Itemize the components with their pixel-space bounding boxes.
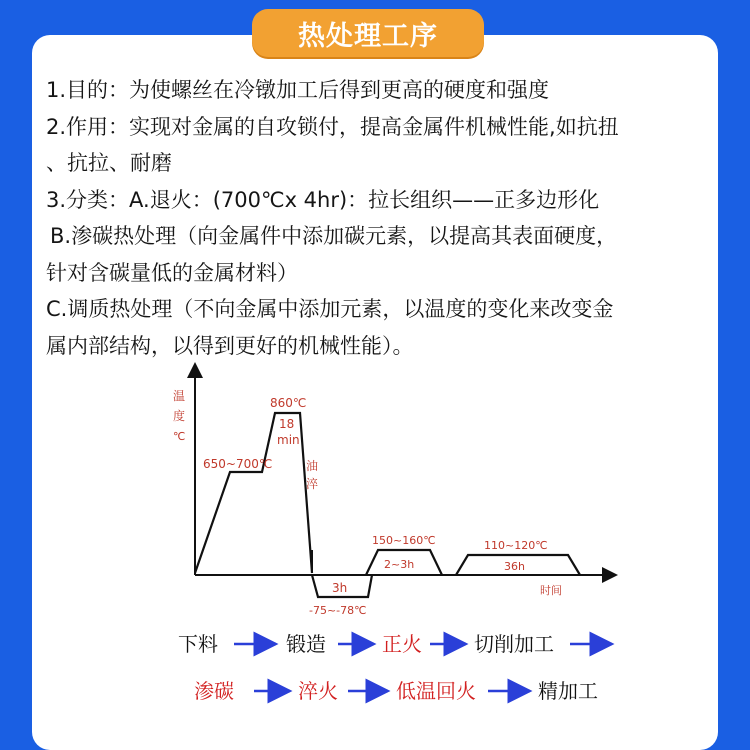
temper-time-label: 2~3h: [384, 558, 415, 571]
y-axis-label-3: ℃: [173, 430, 186, 443]
flow-step-finishing: 精加工: [538, 679, 598, 703]
flow-step-carburizing: 渗碳: [194, 679, 234, 703]
flow-step-forging: 锻造: [286, 632, 326, 656]
flow-step-blanking: 下料: [178, 632, 218, 656]
hold-time-18: 18: [279, 417, 295, 431]
flow-step-low-temp-tempering: 低温回火: [396, 679, 476, 703]
y-axis-label-1: 温: [173, 389, 186, 403]
quench-label-1: 油: [306, 459, 319, 473]
hold-time-min: min: [277, 433, 300, 447]
y-axis-label-2: 度: [173, 409, 186, 423]
page-title: 热处理工序: [252, 9, 484, 57]
quench-label-2: 淬: [306, 477, 319, 491]
temp-label-650-700: 650~700℃: [203, 457, 273, 471]
temp-label-860: 860℃: [270, 396, 307, 410]
text-line-category-b: B.渗碳热处理（向金属件中添加碳元素，以提高其表面硬度，: [50, 224, 618, 248]
aging-time-label: 36h: [504, 560, 525, 573]
flow-step-machining: 切削加工: [474, 632, 554, 656]
text-line-function-cont: 、抗拉、耐磨: [46, 151, 172, 175]
x-axis-label: 时间: [540, 584, 562, 597]
text-line-category-c: C.调质热处理（不向金属中添加元素，以温度的变化来改变金: [46, 297, 614, 321]
cold-temp-label: -75~-78℃: [309, 604, 367, 617]
text-line-function: 2.作用：实现对金属的自攻锁付，提高金属件机械性能,如抗扭: [46, 114, 619, 139]
text-line-category-c-cont: 属内部结构，以得到更好的机械性能）。: [46, 333, 414, 358]
temper-temp-label: 150~160℃: [372, 534, 436, 547]
flow-step-normalizing: 正火: [382, 632, 422, 656]
aging-temp-label: 110~120℃: [484, 539, 548, 552]
cold-time-label: 3h: [332, 581, 348, 595]
flow-step-quenching: 淬火: [298, 679, 338, 703]
text-line-purpose: 1.目的：为使螺丝在冷镦加工后得到更高的硬度和强度: [46, 78, 550, 102]
text-line-category-b-cont: 针对含碳量低的金属材料）: [46, 260, 298, 285]
text-line-category-a: 3.分类：A.退火：(700℃x 4hr)：拉长组织——正多边形化: [46, 187, 600, 212]
